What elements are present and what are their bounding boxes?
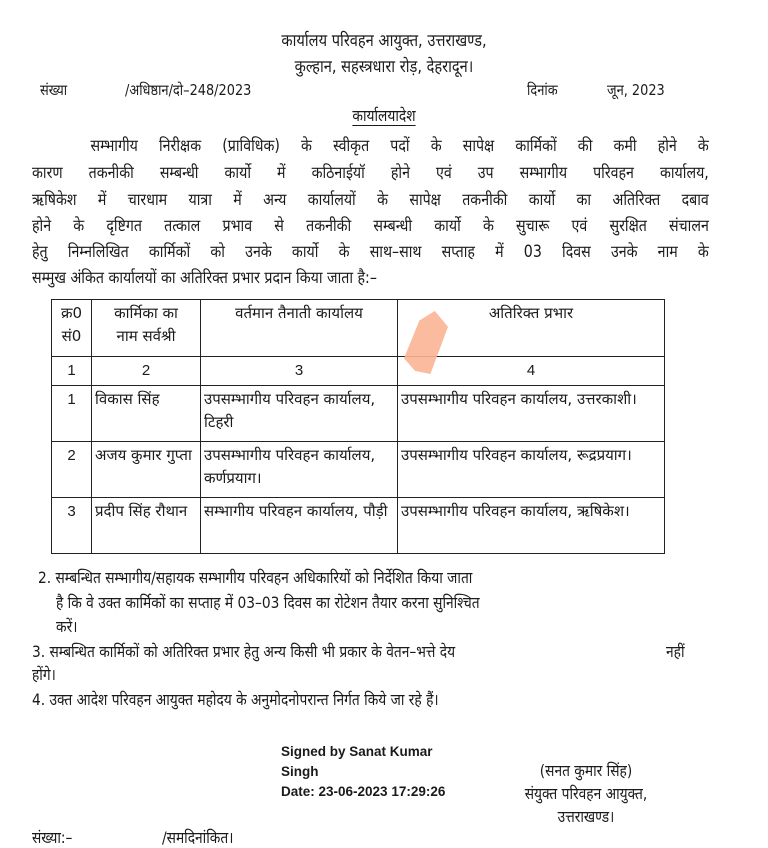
signed-by-line: Signed by Sanat Kumar bbox=[281, 744, 433, 759]
paragraph-line: ऋषिकेश में चारधाम यात्रा में अन्य कार्यालयों के सापेक्ष तकनीकी कार्यो का अतिरिक्त दबाव bbox=[32, 190, 709, 209]
additional-charge: उपसम्भागीय परिवहन कार्यालय, उत्तरकाशी। bbox=[398, 386, 665, 442]
signatory-name: (सनत कुमार सिंह) bbox=[539, 761, 633, 780]
signatory-location: उत्तराखण्ड। bbox=[557, 807, 615, 826]
header-text: सं0 bbox=[61, 327, 82, 345]
header-serial-number bbox=[52, 300, 92, 357]
table-row bbox=[52, 498, 665, 554]
footer-suffix: /समदिनांकित। bbox=[162, 828, 234, 847]
header-text: अतिरिक्त प्रभार bbox=[488, 304, 574, 322]
note-4-line: 4. उक्त आदेश परिवहन आयुक्त महोदय के अनुमोदनोपरान्त निर्गत किये जा रहे हैं। bbox=[32, 690, 439, 709]
paragraph-line: सम्मुख अंकित कार्यालयों का अतिरिक्त प्रभार प्रदान किया जाता है:– bbox=[32, 268, 377, 287]
header-staff-name bbox=[92, 300, 201, 357]
office-address-line: कुल्हान, सहस्त्रधारा रोड़, देहरादून। bbox=[294, 57, 474, 77]
note-2-line: करें। bbox=[56, 617, 78, 636]
paragraph-line: होने के दृष्टिगत तत्काल प्रभाव से तकनीकी सम्बन्धी कार्यो के सुचारू एवं सुरक्षित संचालन bbox=[32, 216, 709, 235]
additional-charge: उपसम्भागीय परिवहन कार्यालय, ऋषिकेश। bbox=[398, 498, 665, 554]
staff-assignment-table bbox=[51, 299, 665, 554]
note-2-line: 2. सम्बन्धित सम्भागीय/सहायक सम्भागीय परिवहन अधिकारियों को निर्देशित किया जाता bbox=[38, 568, 473, 587]
office-name-line: कार्यालय परिवहन आयुक्त, उत्तराखण्ड, bbox=[281, 31, 487, 51]
column-number: 2 bbox=[92, 357, 201, 386]
date-value: जून, 2023 bbox=[607, 81, 665, 99]
serial-number: 2 bbox=[52, 442, 92, 498]
paragraph-line: कारण तकनीकी सम्बन्धी कार्यो में कठिनाईयॉ होने एवं उप सम्भागीय परिवहन कार्यालय, bbox=[32, 163, 709, 182]
date-label: दिनांक bbox=[527, 81, 558, 99]
note-3-line: होंगे। bbox=[32, 665, 56, 684]
current-office: उपसम्भागीय परिवहन कार्यालय, कर्णप्रयाग। bbox=[201, 442, 398, 498]
current-office: सम्भागीय परिवहन कार्यालय, पौड़ी bbox=[201, 498, 398, 554]
additional-charge: उपसम्भागीय परिवहन कार्यालय, रूद्रप्रयाग। bbox=[398, 442, 665, 498]
staff-name: अजय कुमार गुप्ता bbox=[92, 442, 201, 498]
current-office: उपसम्भागीय परिवहन कार्यालय, टिहरी bbox=[201, 386, 398, 442]
staff-name: प्रदीप सिंह रौथान bbox=[92, 498, 201, 554]
table-header-row bbox=[52, 300, 665, 357]
column-number: 1 bbox=[52, 357, 92, 386]
signature-date: Date: 23-06-2023 17:29:26 bbox=[281, 784, 446, 799]
column-number: 4 bbox=[398, 357, 665, 386]
note-3-line: 3. सम्बन्धित कार्मिकों को अतिरिक्त प्रभार हेतु अन्य किसी भी प्रकार के वेतन–भत्ते देय bbox=[32, 642, 456, 661]
note-3-line-end: नहीं bbox=[666, 642, 685, 661]
signatory-designation: संयुक्त परिवहन आयुक्त, bbox=[524, 784, 648, 803]
number-label: संख्या bbox=[40, 81, 68, 99]
header-text: नाम सर्वश्री bbox=[116, 327, 176, 345]
header-current-office bbox=[201, 300, 398, 357]
header-text: वर्तमान तैनाती कार्यालय bbox=[235, 304, 363, 322]
table-row bbox=[52, 386, 665, 442]
paragraph-line: हेतु निम्नलिखित कार्मिकों को उनके कार्यो के साथ–साथ सप्ताह में 03 दिवस उनके नाम के bbox=[32, 242, 709, 261]
serial-number: 3 bbox=[52, 498, 92, 554]
note-2-line: है कि वे उक्त कार्मिकों का सप्ताह में 03–03 दिवस का रोटेशन तैयार करना सुनिश्चित bbox=[56, 593, 480, 612]
header-text: कार्मिका का bbox=[114, 304, 178, 322]
staff-name: विकास सिंह bbox=[92, 386, 201, 442]
table-row bbox=[52, 442, 665, 498]
reference-number: /अधिष्ठान/दो–248/2023 bbox=[125, 81, 252, 99]
column-number: 3 bbox=[201, 357, 398, 386]
header-text: क्र0 bbox=[60, 304, 83, 322]
footer-number-label: संख्या:– bbox=[32, 828, 73, 847]
paragraph-line: सम्भागीय निरीक्षक (प्राविधिक) के स्वीकृत पदों के सापेक्ष कार्मिकों की कमी होने के bbox=[90, 136, 709, 155]
serial-number: 1 bbox=[52, 386, 92, 442]
signed-by-line: Singh bbox=[281, 764, 319, 779]
document-title: कार्यालयादेश bbox=[352, 106, 416, 125]
column-number-row bbox=[52, 357, 665, 386]
